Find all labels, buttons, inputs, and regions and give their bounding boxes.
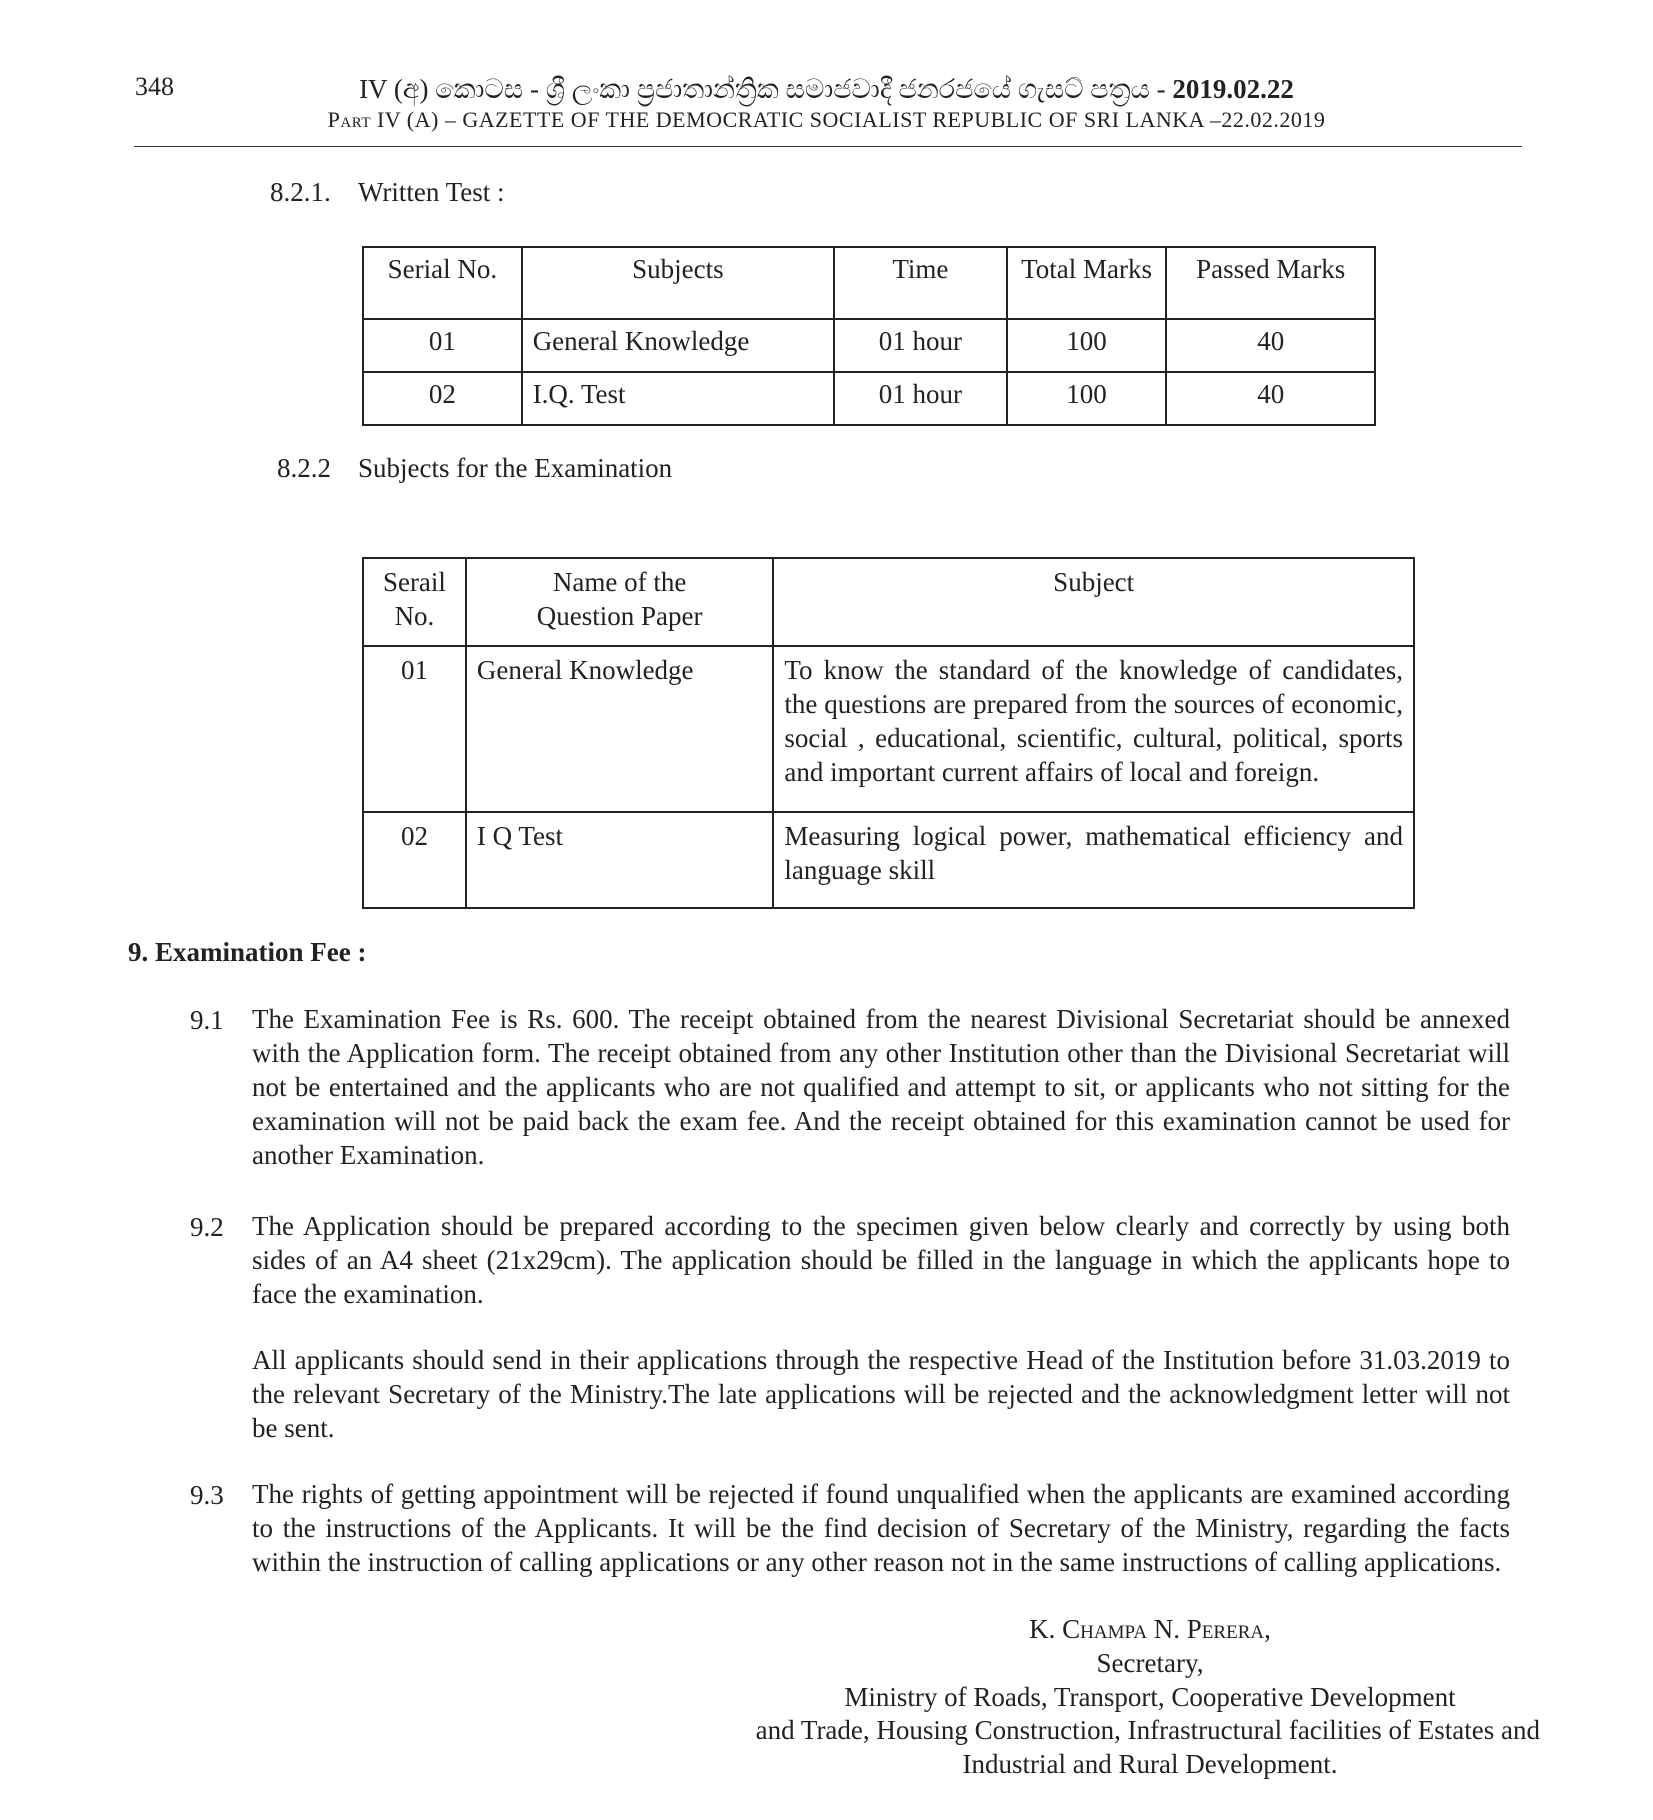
column-header [363,558,466,646]
table-cell: 01 [363,319,522,372]
table-cell: General Knowledge [522,319,834,372]
header-name-line2: Question Paper [536,601,703,631]
signature-block [640,1614,1540,1784]
written-test-number: 8.2.1. [270,177,331,207]
header-name-line1: Name of the [552,567,687,597]
table-cell: 01 hour [834,372,1007,425]
header-divider [134,146,1522,147]
paragraph-9-1: The Examination Fee is Rs. 600. The receipt obtained from the nearest Divisional Secretariat should be annexed with the Application form. The receipt obtained from any other Institution other than the Divisional Secretariat will not be entertained and the applicants who are not qualified and attempt to sit, or applicants who not sitting for the examination will not be paid back the exam fee. And the receipt obtained for this examination cannot be used for another Examination. [252,1004,1510,1170]
table-cell: 100 [1007,372,1167,425]
table-cell: 40 [1166,372,1375,425]
paragraph-9-2-continued: All applicants should send in their applications through the respective Head of the Institution before 31.03.2019 to the relevant Secretary of the Ministry.The late applications will be rejected and the acknowledgment letter will not be sent. [252,1345,1510,1443]
subjects-heading-number: 8.2.2 [277,453,331,483]
column-header: Subject [773,558,1414,646]
paragraph-9-2: The Application should be prepared according to the specimen given below clearly and correctly by using both sides of an A4 sheet (21x29cm). The application should be filled in the language in which the applicants hope to face the examination. [252,1211,1510,1309]
gazette-part-label: Part [327,107,371,132]
table-cell: 01 [363,646,466,812]
written-test-title: Written Test : [358,177,505,207]
column-header [466,558,773,646]
table-row [363,372,1375,425]
paragraph-number: 9.1 [190,1005,224,1035]
column-header: Time [834,247,1007,319]
table-row [363,812,1414,908]
table-cell: Measuring logical power, mathematical efficiency and language skill [773,812,1414,908]
table-cell: 100 [1007,319,1167,372]
gazette-title-english-text: IV (A) – GAZETTE OF THE DEMOCRATIC SOCIALIST REPUBLIC OF SRI LANKA –22.02.2019 [370,107,1326,132]
table-row [363,319,1375,372]
table-cell: 02 [363,372,522,425]
subjects-table [362,557,1415,909]
page-number: 348 [135,72,174,101]
table-cell: 40 [1166,319,1375,372]
gazette-title-sinhala-text: IV (අ) කොටස - ශ්‍රී ලංකා ප්‍රජාතාන්ත්‍රික සමාජවාදී ජනරජයේ ගැසට් පත්‍රය - [359,74,1173,104]
header-serial-line1: Serail [382,567,446,597]
section-title: 9. Examination Fee : [128,937,367,967]
paragraph-number: 9.3 [190,1480,224,1510]
column-header: Total Marks [1007,247,1167,319]
table-cell: 02 [363,812,466,908]
table-cell: To know the standard of the knowledge of candidates, the questions are prepared from the sources of economic, social , educational, scientific, cultural, political, sports and important current affairs of local and foreign. [773,646,1414,812]
written-test-heading [270,177,331,208]
table-cell: General Knowledge [466,646,773,812]
subjects-heading-title: Subjects for the Examination [358,453,673,483]
written-test-table [362,246,1376,426]
column-header: Passed Marks [1166,247,1375,319]
ministry-line-3: Industrial and Rural Development. [962,1749,1338,1779]
gazette-title-sinhala [0,74,1653,106]
table-row [363,646,1414,812]
table-header-row [363,247,1375,319]
ministry-line-1: Ministry of Roads, Transport, Cooperative Development [844,1682,1456,1712]
table-header-row [363,558,1414,646]
gazette-date-sinhala: 2019.02.22 [1172,74,1294,104]
signatory-title: Secretary, [1096,1648,1204,1678]
header-serial-line2: No. [394,601,435,631]
table-cell: I.Q. Test [522,372,834,425]
column-header: Serial No. [363,247,522,319]
ministry-line-2: and Trade, Housing Construction, Infrastructural facilities of Estates and [755,1715,1540,1745]
table-cell: 01 hour [834,319,1007,372]
column-header: Subjects [522,247,834,319]
gazette-title-english [0,107,1653,133]
signatory-name: K. Champa N. Perera, [1029,1614,1271,1644]
paragraph-9-3: The rights of getting appointment will be rejected if found unqualified when the applicants are examined according to the instructions of the Applicants. It will be the find decision of Secretary of the Ministry, regarding the facts within the instruction of calling applications or any other reason not in the same instructions of calling applications. [252,1479,1510,1577]
paragraph-number: 9.2 [190,1212,224,1242]
table-cell: I Q Test [466,812,773,908]
